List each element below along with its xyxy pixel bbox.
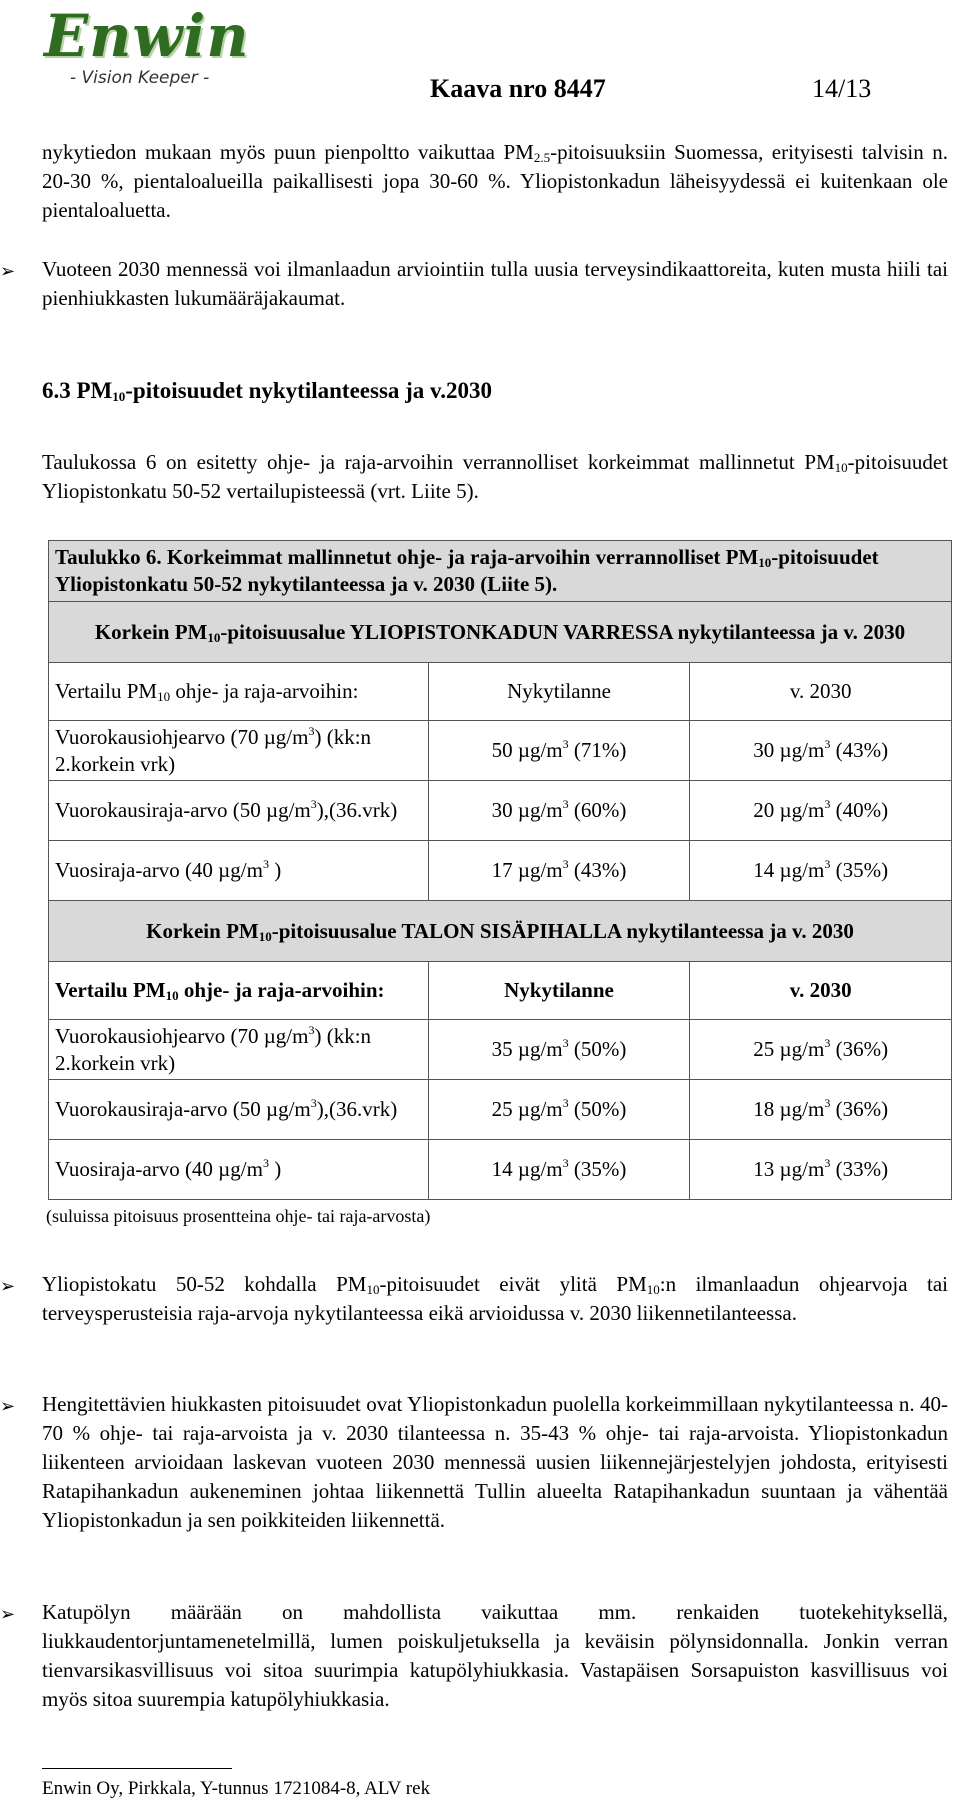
pm10-table (48, 540, 952, 1200)
arrowhead-bullet-icon: ➢ (0, 1276, 16, 1296)
company-logo (44, 4, 304, 96)
table-row (49, 781, 952, 841)
cell-2030: 13 $\mu g/m^3$ (33%) (690, 1140, 952, 1200)
row-label: Vuorokausiohjearvo (70 $\mu g/m^3$) (kk:n 2.korkein vrk) (49, 1020, 429, 1080)
cell-2030: 14 $\mu g/m^3$ (35%) (690, 841, 952, 901)
section-heading: 6.3 $PM_{10}$-pitoisuudet nykytilanteessa ja v.2030 (42, 378, 493, 404)
column-header-2030: v. 2030 (690, 663, 952, 721)
document-title: Kaava nro 8447 (430, 74, 606, 103)
row-label: Vuorokausiraja-arvo (50 $\mu g/m^3),(36.vrk)$ (49, 781, 429, 841)
bullet-item: ➢ Yliopistokatu 50-52 kohdalla $PM_{10}$-pitoisuudet eivät ylitä $PM_{10}:n$ ilmanlaadun ohjearvoja tai terveysperusteisia raja-arvoja nykytilanteessa eikä arvioidussa v. 2030 liikennetilanteessa. (0, 1272, 948, 1325)
bullet-item: ➢ Hengitettävien hiukkasten pitoisuudet ovat Yliopistonkadun puolella korkeimmillaan nykytilanteessa n. 40-70 % ohje- tai raja-arvoista ja v. 2030 tilanteessa n. 35-43 % ohje- tai raja-arvoista. Yliopistonkadun liikenteen arvioidaan laskevan vuoteen 2030 mennessä uusien liikennejärjestelyjen johdosta, erityisesti Ratapihankadun aukeneminen johtaa liikennettä Tullin alueelta Ratapihankadun suuntaan ja vähentää Yliopistonkadun ja sen poikkiteiden liikennettä. (0, 1392, 948, 1532)
table-note: (suluissa pitoisuus prosentteina ohje- tai raja-arvosta) (46, 1206, 431, 1226)
column-header-now: Nykytilanne (428, 663, 690, 721)
table-row (49, 1140, 952, 1200)
table-section-title: Korkein $PM_{10}$-pitoisuusalue TALON SISÄPIHALLA nykytilanteessa ja v. 2030 (49, 901, 952, 962)
arrowhead-bullet-icon: ➢ (0, 1396, 16, 1416)
table-row (49, 721, 952, 781)
logo-tagline: - Vision Keeper - (70, 68, 210, 88)
table-header-row (49, 962, 952, 1020)
column-header-now: Nykytilanne (428, 962, 690, 1020)
row-label: Vuorokausiohjearvo (70 $\mu g/m^3$) (kk:n 2.korkein vrk) (49, 721, 429, 781)
bullet-item: ➢ Katupölyn määrään on mahdollista vaikuttaa mm. renkaiden tuotekehityksellä, liukkaudentorjuntamenetelmillä, lumen poiskuljetuksella ja keväisin pölynsidonnalla. Jonkin verran tienvarsikasvillisuus voi sitoa suurimpia katupölyhiukkasia. Vastapäisen Sorsapuiston kasvillisuus voi myös sitoa suurempia katupölyhiukkasia. (0, 1600, 948, 1711)
cell-now: 25 $\mu g/m^3$ (50%) (428, 1080, 690, 1140)
intro-paragraph: nykytiedon mukaan myös puun pienpoltto vaikuttaa $PM_{2.5}$-pitoisuuksiin Suomessa, erityisesti talvisin n. 20-30 %, pientaloalueilla paikallisesti jopa 30-60 %. Yliopistonkadun läheisyydessä ei kuitenkaan ole pientaloaluetta. (42, 140, 948, 222)
cell-now: 50 $\mu g/m^3$ (71%) (428, 721, 690, 781)
cell-2030: 20 $\mu g/m^3$ (40%) (690, 781, 952, 841)
cell-now: 14 $\mu g/m^3$ (35%) (428, 1140, 690, 1200)
table-row (49, 841, 952, 901)
table-caption: Taulukko 6. Korkeimmat mallinnetut ohje- ja raja-arvoihin verrannolliset $PM_{10}$-pitoisuudet Yliopistonkatu 50-52 nykytilanteessa ja v. 2030 (Liite 5). (49, 541, 952, 602)
column-header-compare: Vertailu $PM_{10}$ ohje- ja raja-arvoihin: (49, 663, 429, 721)
row-label: Vuosiraja-arvo (40 $\mu g/m^3$ ) (49, 841, 429, 901)
table-header-row (49, 663, 952, 721)
cell-now: 35 $\mu g/m^3$ (50%) (428, 1020, 690, 1080)
column-header-compare: Vertailu $PM_{10}$ ohje- ja raja-arvoihin: (49, 962, 429, 1020)
cell-now: 17 $\mu g/m^3$ (43%) (428, 841, 690, 901)
bullet-item: ➢ Vuoteen 2030 mennessä voi ilmanlaadun arviointiin tulla uusia terveysindikaattoreita, kuten musta hiili tai pienhiukkasten lukumääräjakaumat. (0, 257, 948, 310)
cell-2030: 18 $\mu g/m^3$ (36%) (690, 1080, 952, 1140)
table-caption-row (49, 541, 952, 602)
table-section-row (49, 602, 952, 663)
row-label: Vuorokausiraja-arvo (50 $\mu g/m^3),(36.vrk)$ (49, 1080, 429, 1140)
arrowhead-bullet-icon: ➢ (0, 1604, 16, 1624)
logo-wordmark: Enwin (44, 2, 250, 70)
arrowhead-bullet-icon: ➢ (0, 261, 16, 281)
page-number: 14/13 (812, 74, 872, 103)
section-paragraph: Taulukossa 6 on esitetty ohje- ja raja-arvoihin verrannolliset korkeimmat mallinnetut $PM_{10}$-pitoisuudet Yliopistonkatu 50-52 vertailupisteessä (vrt. Liite 5). (42, 450, 948, 503)
cell-2030: 25 $\mu g/m^3$ (36%) (690, 1020, 952, 1080)
table-row (49, 1080, 952, 1140)
column-header-2030: v. 2030 (690, 962, 952, 1020)
table-section-title: Korkein $PM_{10}$-pitoisuusalue YLIOPISTONKADUN VARRESSA nykytilanteessa ja v. 2030 (49, 602, 952, 663)
cell-2030: 30 $\mu g/m^3$ (43%) (690, 721, 952, 781)
footer-text: Enwin Oy, Pirkkala, Y-tunnus 1721084-8, ALV rek (42, 1778, 431, 1799)
row-label: Vuosiraja-arvo (40 $\mu g/m^3$ ) (49, 1140, 429, 1200)
cell-now: 30 $\mu g/m^3$ (60%) (428, 781, 690, 841)
table-row (49, 1020, 952, 1080)
footer-divider (42, 1768, 232, 1769)
table-section-row (49, 901, 952, 962)
